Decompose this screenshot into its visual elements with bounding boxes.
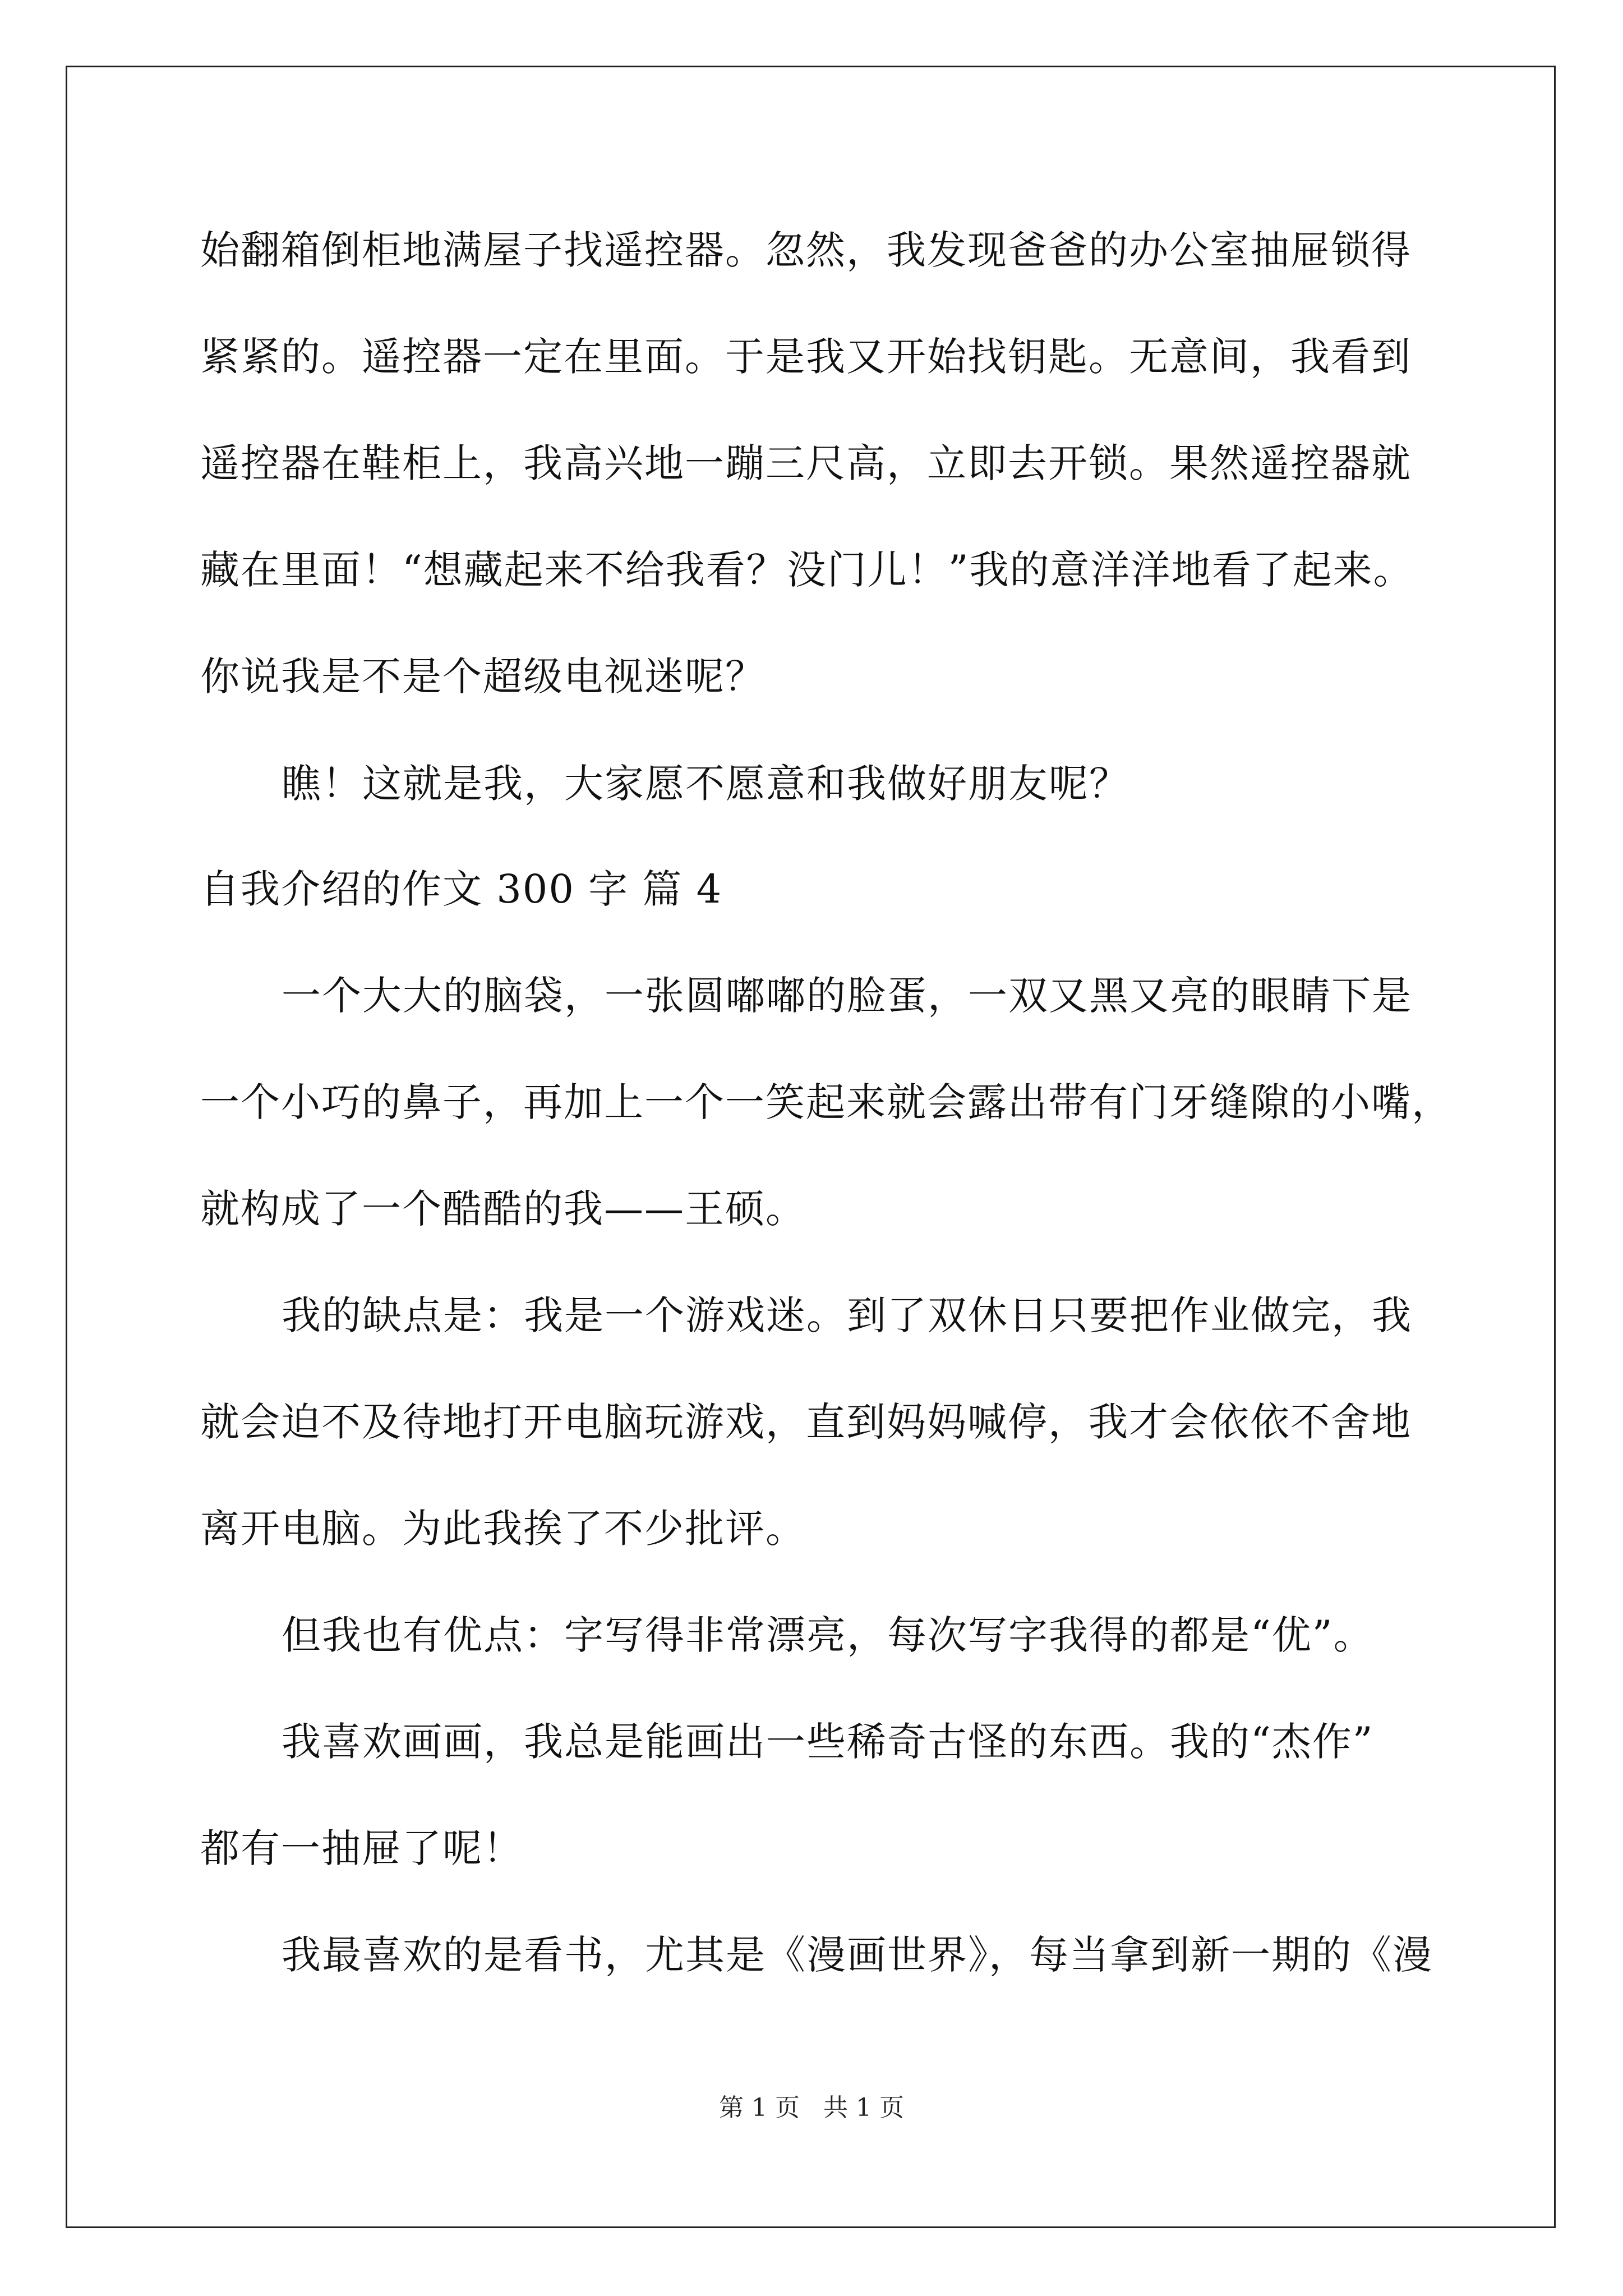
section-heading: 自我介绍的作文 300 字 篇 4 [200, 866, 723, 912]
paragraph-line: 但我也有优点：字写得非常漂亮，每次写字我得的都是“优”。 [282, 1612, 1374, 1658]
page-border [66, 66, 1556, 2228]
paragraph-line: 我的缺点是：我是一个游戏迷。到了双休日只要把作业做完，我 [282, 1292, 1412, 1338]
paragraph-line: 始翻箱倒柜地满屋子找遥控器。忽然，我发现爸爸的办公室抽屉锁得 [200, 227, 1412, 273]
paragraph-line: 就构成了一个酷酷的我——王硕。 [200, 1186, 806, 1232]
paragraph-line: 一个大大的脑袋，一张圆嘟嘟的脸蛋，一双又黑又亮的眼睛下是 [282, 973, 1412, 1019]
paragraph-line: 你说我是不是个超级电视迷呢？ [200, 654, 766, 700]
page-footer: 第 1 页 共 1 页 [719, 2093, 904, 2122]
paragraph-line: 我最喜欢的是看书，尤其是《漫画世界》，每当拿到新一期的《漫 [282, 1932, 1433, 1978]
paragraph-line: 都有一抽屉了呢！ [200, 1825, 523, 1871]
paragraph-line: 藏在里面！“想藏起来不给我看？没门儿！”我的意洋洋地看了起来。 [200, 547, 1414, 593]
paragraph-line: 遥控器在鞋柜上，我高兴地一蹦三尺高，立即去开锁。果然遥控器就 [200, 440, 1412, 486]
paragraph-line: 瞧！这就是我，大家愿不愿意和我做好朋友呢？ [282, 761, 1129, 807]
paragraph-line: 我喜欢画画，我总是能画出一些稀奇古怪的东西。我的“杰作” [282, 1719, 1374, 1765]
paragraph-line: 紧紧的。遥控器一定在里面。于是我又开始找钥匙。无意间，我看到 [200, 334, 1412, 380]
paragraph-line: 就会迫不及待地打开电脑玩游戏，直到妈妈喊停，我才会依依不舍地 [200, 1399, 1412, 1445]
paragraph-line: 一个小巧的鼻子，再加上一个一笑起来就会露出带有门牙缝隙的小嘴， [200, 1079, 1452, 1125]
paragraph-line: 离开电脑。为此我挨了不少批评。 [200, 1506, 806, 1552]
